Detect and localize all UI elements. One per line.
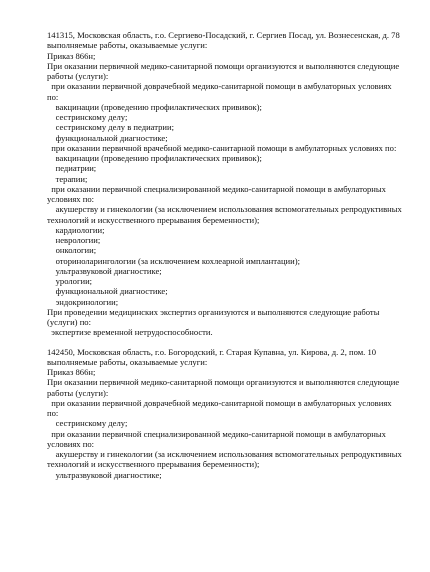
text-line: экспертизе временной нетрудоспособности. <box>47 327 213 338</box>
text-line: при оказании первичной врачебной медико-санитарной помощи в амбулаторных условиях по: <box>47 142 397 153</box>
text-line: онкологии; <box>47 245 97 256</box>
text-line: условиях по: <box>47 438 95 449</box>
text-line: сестринскому делу; <box>47 112 128 122</box>
block-spacer <box>47 338 419 347</box>
license-block-staraya-kupavna <box>47 347 419 480</box>
text-line: технологий и искусственного прерывания беременности); <box>47 459 260 470</box>
address-line: 141315, Московская область, г.о. Сергиево-Посадский, г. Сергиев Посад, ул. Вознесенская, д. 78 <box>47 30 400 40</box>
text-line: функциональной диагностике; <box>47 286 168 297</box>
text-line: при оказании первичной специализированной медико-санитарной помощи в амбулаторных <box>47 183 386 194</box>
license-block-sergiev-posad <box>47 30 419 338</box>
text-line: функциональной диагностике; <box>47 132 168 143</box>
document-page <box>47 30 419 480</box>
text-line: кардиологии; <box>47 224 105 235</box>
text-line: ультразвуковой диагностике; <box>47 469 162 480</box>
text-line: терапии; <box>47 173 88 184</box>
text-line: при оказании первичной доврачебной медико-санитарной помощи в амбулаторных условиях <box>47 81 392 92</box>
text-line: сестринскому делу в педиатрии; <box>47 122 175 133</box>
text-line: ультразвуковой диагностике; <box>47 265 162 276</box>
text-line: Приказ 866н; <box>47 367 96 377</box>
text-line: сестринскому делу; <box>47 418 128 429</box>
text-line: вакцинации (проведению профилактических прививок); <box>47 101 262 112</box>
text-line: вакцинации (проведению профилактических прививок); <box>47 153 262 163</box>
text-line: при оказании первичной доврачебной медико-санитарной помощи в амбулаторных условиях <box>47 397 392 408</box>
text-line: акушерству и гинекологии (за исключением использования вспомогательных репродуктивных <box>47 204 402 215</box>
text-line: неврологии; <box>47 235 101 245</box>
text-line: выполняемые работы, оказываемые услуги: <box>47 40 208 51</box>
text-line: педиатрии; <box>47 163 97 174</box>
text-line: акушерству и гинекологии (за исключением использования вспомогательных репродуктивных <box>47 449 402 459</box>
text-line: выполняемые работы, оказываемые услуги: <box>47 356 208 367</box>
text-line: технологий и искусственного прерывания беременности); <box>47 214 260 225</box>
text-line: оториноларингологии (за исключением кохлеарной имплантации); <box>47 255 301 266</box>
text-line: условиях по: <box>47 194 95 204</box>
text-line: работы (услуги): <box>47 71 109 81</box>
text-line: При проведении медицинских экспертиз организуются и выполняются следующие работы <box>47 306 380 317</box>
text-line: эндокринологии; <box>47 296 119 307</box>
text-line: Приказ 866н; <box>47 50 96 61</box>
text-line: по: <box>47 408 59 418</box>
text-line: при оказании первичной специализированной медико-санитарной помощи в амбулаторных <box>47 428 386 439</box>
text-line: урологии; <box>47 276 93 286</box>
text-line: (услуги) по: <box>47 317 91 327</box>
text-line: по: <box>47 91 59 102</box>
text-line: работы (услуги): <box>47 387 109 398</box>
address-line: 142450, Московская область, г.о. Богородский, г. Старая Купавна, ул. Кирова, д. 2, пом. 10 <box>47 346 377 357</box>
text-line: При оказании первичной медико-санитарной помощи организуются и выполняются следующие <box>47 60 400 71</box>
text-line: При оказании первичной медико-санитарной помощи организуются и выполняются следующие <box>47 377 400 388</box>
